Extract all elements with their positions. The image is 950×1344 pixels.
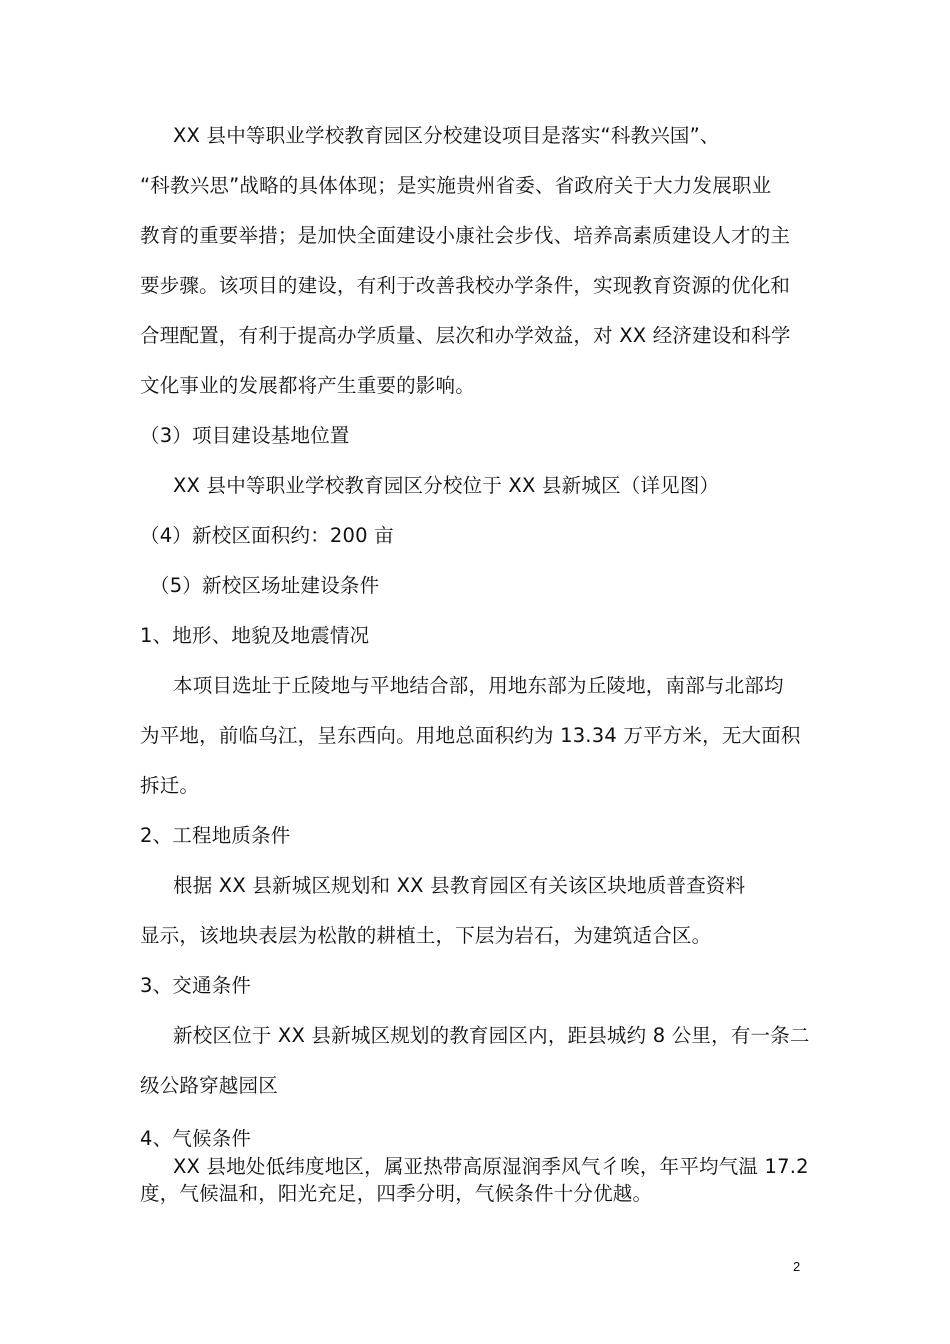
paragraph-line: 本项目选址于丘陵地与平地结合部，用地东部为丘陵地，南部与北部均 <box>173 674 784 697</box>
paragraph-line: 要步骤。该项目的建设，有利于改善我校办学条件，实现教育资源的优化和 <box>140 274 791 297</box>
subsection-heading: 3、交通条件 <box>140 974 252 997</box>
paragraph-line: 新校区位于 XX 县新城区规划的教育园区内，距县城约 8 公里，有一条二 <box>173 1024 810 1047</box>
page-number: 2 <box>793 1259 801 1274</box>
paragraph-line: 教育的重要举措；是加快全面建设小康社会步伐、培养高素质建设人才的主 <box>140 224 791 247</box>
subsection-heading: 4、气候条件 <box>140 1127 252 1150</box>
paragraph-line: 级公路穿越园区 <box>140 1074 278 1097</box>
subsection-heading: 2、工程地质条件 <box>140 824 291 847</box>
section-heading: （5）新校区场址建设条件 <box>150 574 380 597</box>
section-heading: （4）新校区面积约：200 亩 <box>140 524 394 547</box>
paragraph-line: 显示，该地块表层为松散的耕植土，下层为岩石，为建筑适合区。 <box>140 924 712 947</box>
paragraph-line: XX 县中等职业学校教育园区分校建设项目是落实“科教兴国”、 <box>173 124 720 147</box>
paragraph-line: 为平地，前临乌江，呈东西向。用地总面积约为 13.34 万平方米，无大面积 <box>140 724 801 747</box>
paragraph-line: XX 县地处低纬度地区，属亚热带高原湿润季风气彳唉，年平均气温 17.2 <box>173 1155 809 1178</box>
section-heading: （3）项目建设基地位置 <box>140 424 350 447</box>
paragraph-line: 合理配置，有利于提高办学质量、层次和办学效益，对 XX 经济建设和科学 <box>140 324 791 347</box>
subsection-heading: 1、地形、地貌及地震情况 <box>140 624 370 647</box>
paragraph-line: 根据 XX 县新城区规划和 XX 县教育园区有关该区块地质普查资料 <box>173 874 746 897</box>
paragraph-line: XX 县中等职业学校教育园区分校位于 XX 县新城区（详见图） <box>173 474 720 497</box>
paragraph-line: “科教兴思”战略的具体体现；是实施贵州省委、省政府关于大力发展职业 <box>140 174 772 197</box>
paragraph-line: 拆迁。 <box>140 774 200 797</box>
paragraph-line: 文化事业的发展都将产生重要的影响。 <box>140 374 475 397</box>
paragraph-line: 度，气候温和，阳光充足，四季分明，气候条件十分优越。 <box>140 1182 653 1205</box>
